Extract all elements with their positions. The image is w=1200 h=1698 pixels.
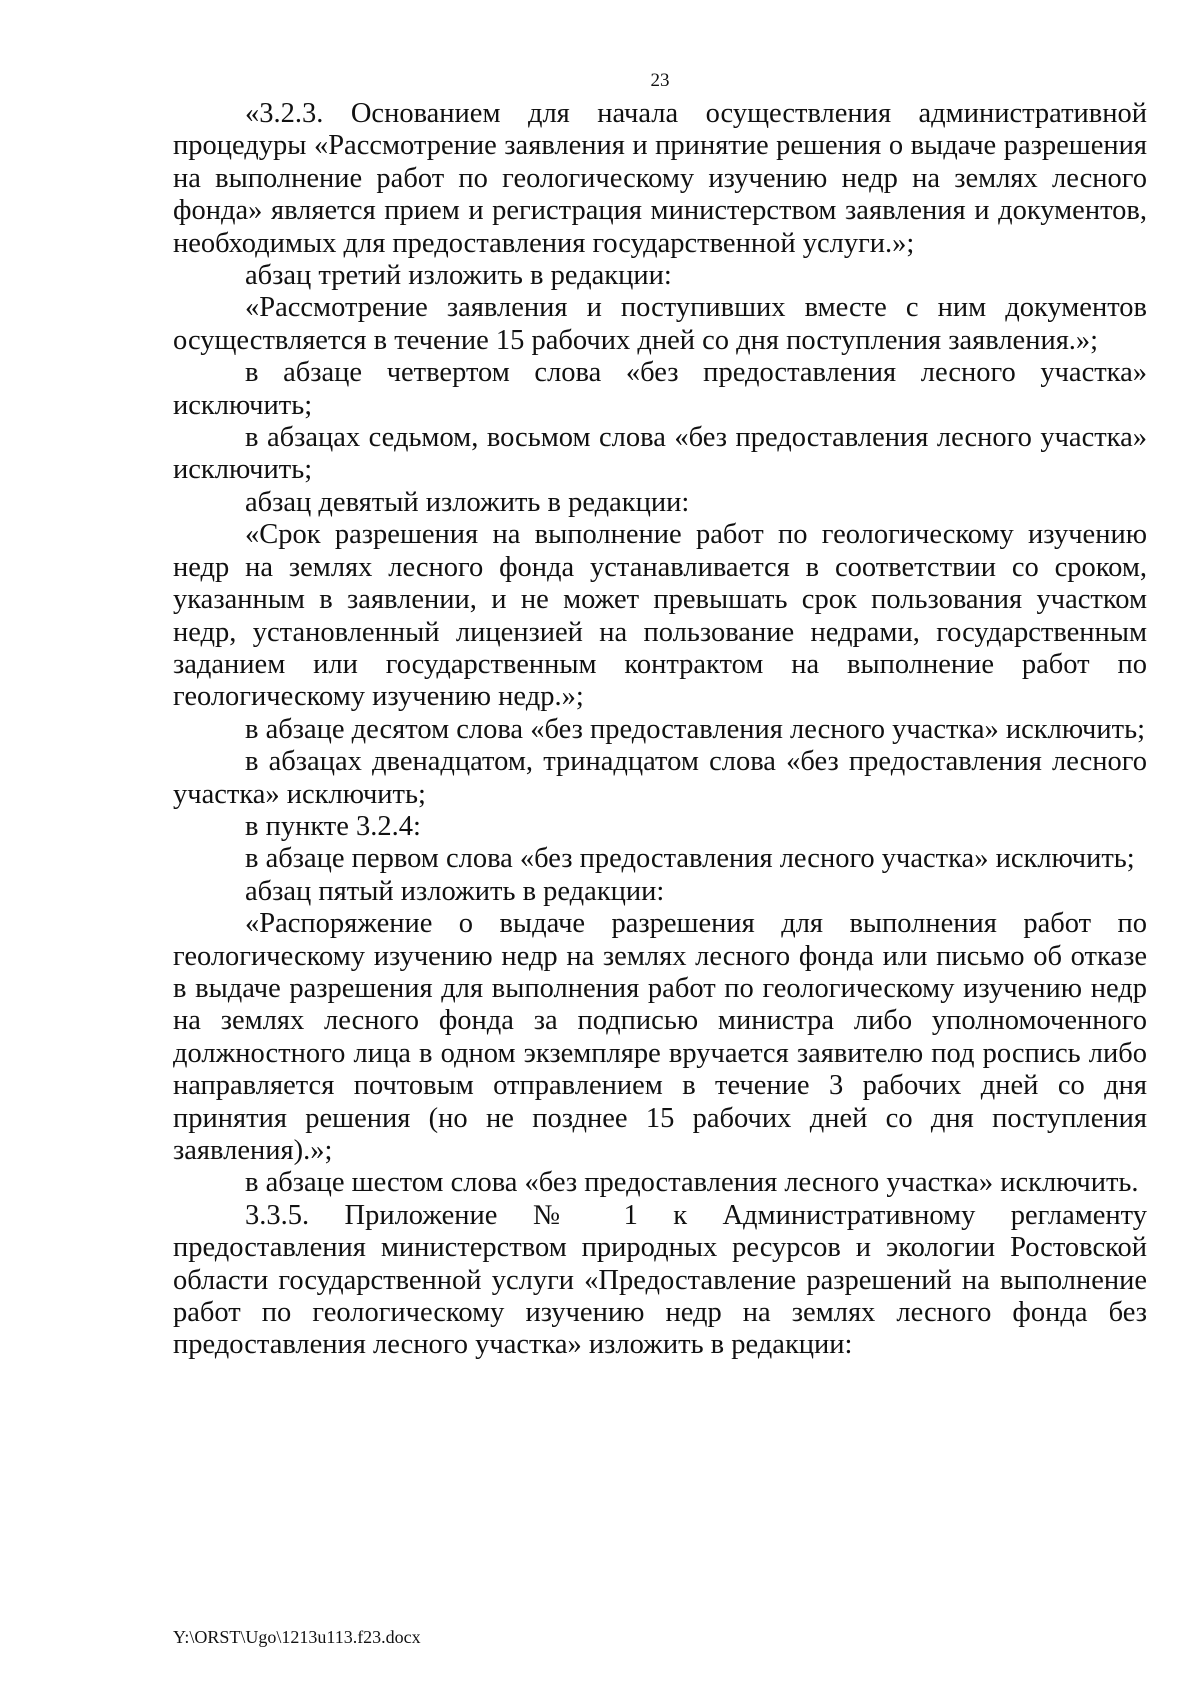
paragraph-instruction: в абзацах двенадцатом, тринадцатом слова «без предоставления лесного участка» исключить; (173, 746, 1147, 810)
paragraph-instruction: абзац пятый изложить в редакции: (245, 875, 665, 907)
paragraph-quote: «Срок разрешения на выполнение работ по геологическому изучению недр на землях лесного фонда устанавливается в соответствии со сроком, указанным в заявлении, и не может превышать срок пользования участком недр, установленный лицензией на пользование недрами, государственным заданием или государственным контрактом на выполнение работ по геологическому изучению недр.»; (173, 519, 1147, 713)
footer-file-path: Y:\ORST\Ugo\1213u113.f23.docx (173, 1627, 421, 1647)
document-body (173, 98, 1147, 1362)
paragraph-quote: «Распоряжение о выдаче разрешения для выполнения работ по геологическому изучению недр на землях лесного фонда или письмо об отказе в выдаче разрешения для выполнения работ по геологическому изучению недр на землях лесного фонда за подписью министра либо уполномоченного должностного лица в одном экземпляре вручается заявителю под роспись либо направляется почтовым отправлением в течение 3 рабочих дней со дня принятия решения (но не позднее 15 рабочих дней со дня поступления заявления).»; (173, 908, 1147, 1166)
paragraph-instruction: абзац третий изложить в редакции: (245, 260, 672, 292)
paragraph-instruction: в абзаце десятом слова «без предоставления лесного участка» исключить; (245, 713, 1145, 745)
paragraph-3-3-5: 3.3.5. Приложение № 1 к Административному регламенту предоставления министерством природных ресурсов и экологии Ростовской области государственной услуги «Предоставление разрешений на выполнение работ по геологическому изучению недр на землях лесного фонда без предоставления лесного участка» изложить в редакции: (173, 1199, 1147, 1361)
paragraph-instruction: в абзаце четвертом слова «без предоставления лесного участка» исключить; (173, 357, 1147, 421)
paragraph-instruction: в абзаце первом слова «без предоставления лесного участка» исключить; (245, 843, 1135, 875)
paragraph-instruction: в абзацах седьмом, восьмом слова «без предоставления лесного участка» исключить; (173, 422, 1147, 486)
paragraph-instruction: абзац девятый изложить в редакции: (245, 486, 690, 518)
page-number: 23 (650, 70, 670, 91)
paragraph-instruction: в пункте 3.2.4: (245, 810, 421, 842)
paragraph-quote: «Рассмотрение заявления и поступивших вместе с ним документов осуществляется в течение 15 рабочих дней со дня поступления заявления.»; (173, 292, 1147, 356)
paragraph-3-2-3: «3.2.3. Основанием для начала осуществления административной процедуры «Рассмотрение заявления и принятие решения о выдаче разрешения на выполнение работ по геологическому изучению недр на землях лесного фонда» является прием и регистрация министерством заявления и документов, необходимых для предоставления государственной услуги.»; (173, 98, 1147, 259)
paragraph-instruction: в абзаце шестом слова «без предоставления лесного участка» исключить. (245, 1167, 1139, 1199)
